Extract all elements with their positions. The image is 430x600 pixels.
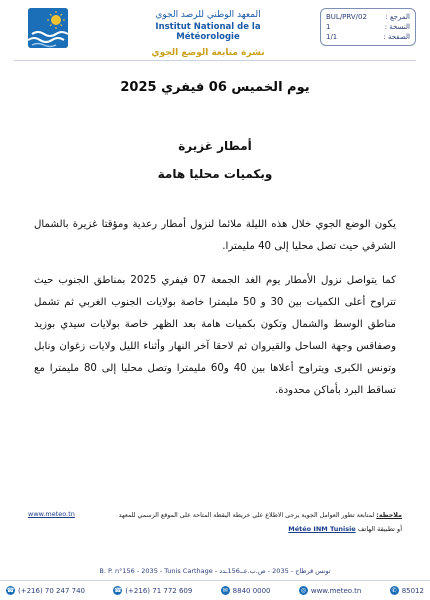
paragraph-tomorrow: كما يتواصل نزول الأمطار يوم الغد الجمعة 07 فيفري 2025 بمناطق الجنوب حيث تتراوح أعلى الكميات بين 30 و 50 مليمترا خاصة بولايات الجنوب الغربي ثم تشمل مناطق الوسط والشمال وتكون بكميات هامة بعد الظهر خاصة بولايات سيدي بوزيد وصفاقس وجهة الساحل والقيروان ثم لاحقا آخر النهار وأثناء الليل ولايات زغوان ونابل وتونس الكبرى ويتراوح أعلاها بين 40 و60 مليمترا وتصل محليا إلى 80 مليمترا مع تساقط البرد بأماكن محدودة. [34, 275, 397, 396]
footer-contact-bar [0, 580, 430, 600]
footer-phone-1 [6, 586, 85, 595]
phone-icon: ☎ [6, 587, 15, 594]
phone-icon: ☎ [114, 587, 122, 594]
note-website-link[interactable]: www.meteo.tn [28, 510, 75, 518]
footer-website[interactable] [299, 586, 362, 595]
header-divider [14, 60, 416, 61]
version-value: 1 [326, 23, 331, 31]
sun-wave-logo-icon [28, 8, 68, 48]
globe-icon: ◎ [300, 587, 306, 594]
subject-line-1: أمطار غزيرة [178, 139, 252, 153]
short-number-text: 85012 [401, 586, 424, 595]
ref-code: BUL/PRV/02 [326, 13, 367, 21]
website-text[interactable]: www.meteo.tn [310, 586, 362, 595]
phone-1-text: (+216) 70 247 740 [18, 586, 85, 595]
note-text [28, 508, 402, 524]
footer-short-number [390, 586, 424, 595]
fax-icon: ✉ [222, 587, 228, 594]
bulletin-subject [0, 132, 430, 188]
institute-header [128, 10, 288, 58]
note-body: لمتابعة تطور العوامل الجوية يرجى الاطلاع على خريطة اليقظة المتاحة على الموقع الرسمي للمعهد [118, 512, 375, 519]
bulletin-type-title: نشرة متابعة الوضع الجوي [151, 48, 265, 58]
institute-name-ar: المعهد الوطني للرصد الجوي [155, 10, 261, 20]
page-value: 1/1 [326, 33, 338, 41]
footer-phone-2 [113, 586, 192, 595]
footer-address: B. P. n°156 - 2035 - Tunis Carthage - تونس قرطاج - 2035 - ص.ب.عــ156ـدد [99, 567, 331, 575]
version-label: النسخة : [384, 23, 410, 31]
reference-box [320, 8, 416, 46]
subject-line-2: وبكميات محليا هامة [157, 167, 273, 181]
message-icon: ✆ [391, 587, 397, 594]
institute-name-fr: Institut National de la Météorologie [155, 22, 261, 42]
phone-2-text: (+216) 71 772 609 [125, 586, 193, 595]
bulletin-date-title: يوم الخميس 06 فيفري 2025 [120, 80, 310, 95]
fax-text: 8840 0000 [232, 586, 271, 595]
ref-label: المرجع : [385, 13, 410, 21]
paragraph-tonight: يكون الوضع الجوي خلال هذه الليلة ملائما لنزول أمطار رعدية ومؤقتا غزيرة بالشمال الشرقي حيث تصل محليا إلى 40 مليمترا. [34, 219, 396, 252]
note-app-text: أو تطبيقة الهاتف [357, 525, 402, 533]
page-label: الصفحة : [383, 33, 410, 41]
note-app [250, 525, 402, 533]
app-name-link[interactable]: Météo INM Tunisie [288, 525, 356, 533]
note-label: ملاحظة: [376, 512, 402, 519]
footer-fax [221, 586, 271, 595]
